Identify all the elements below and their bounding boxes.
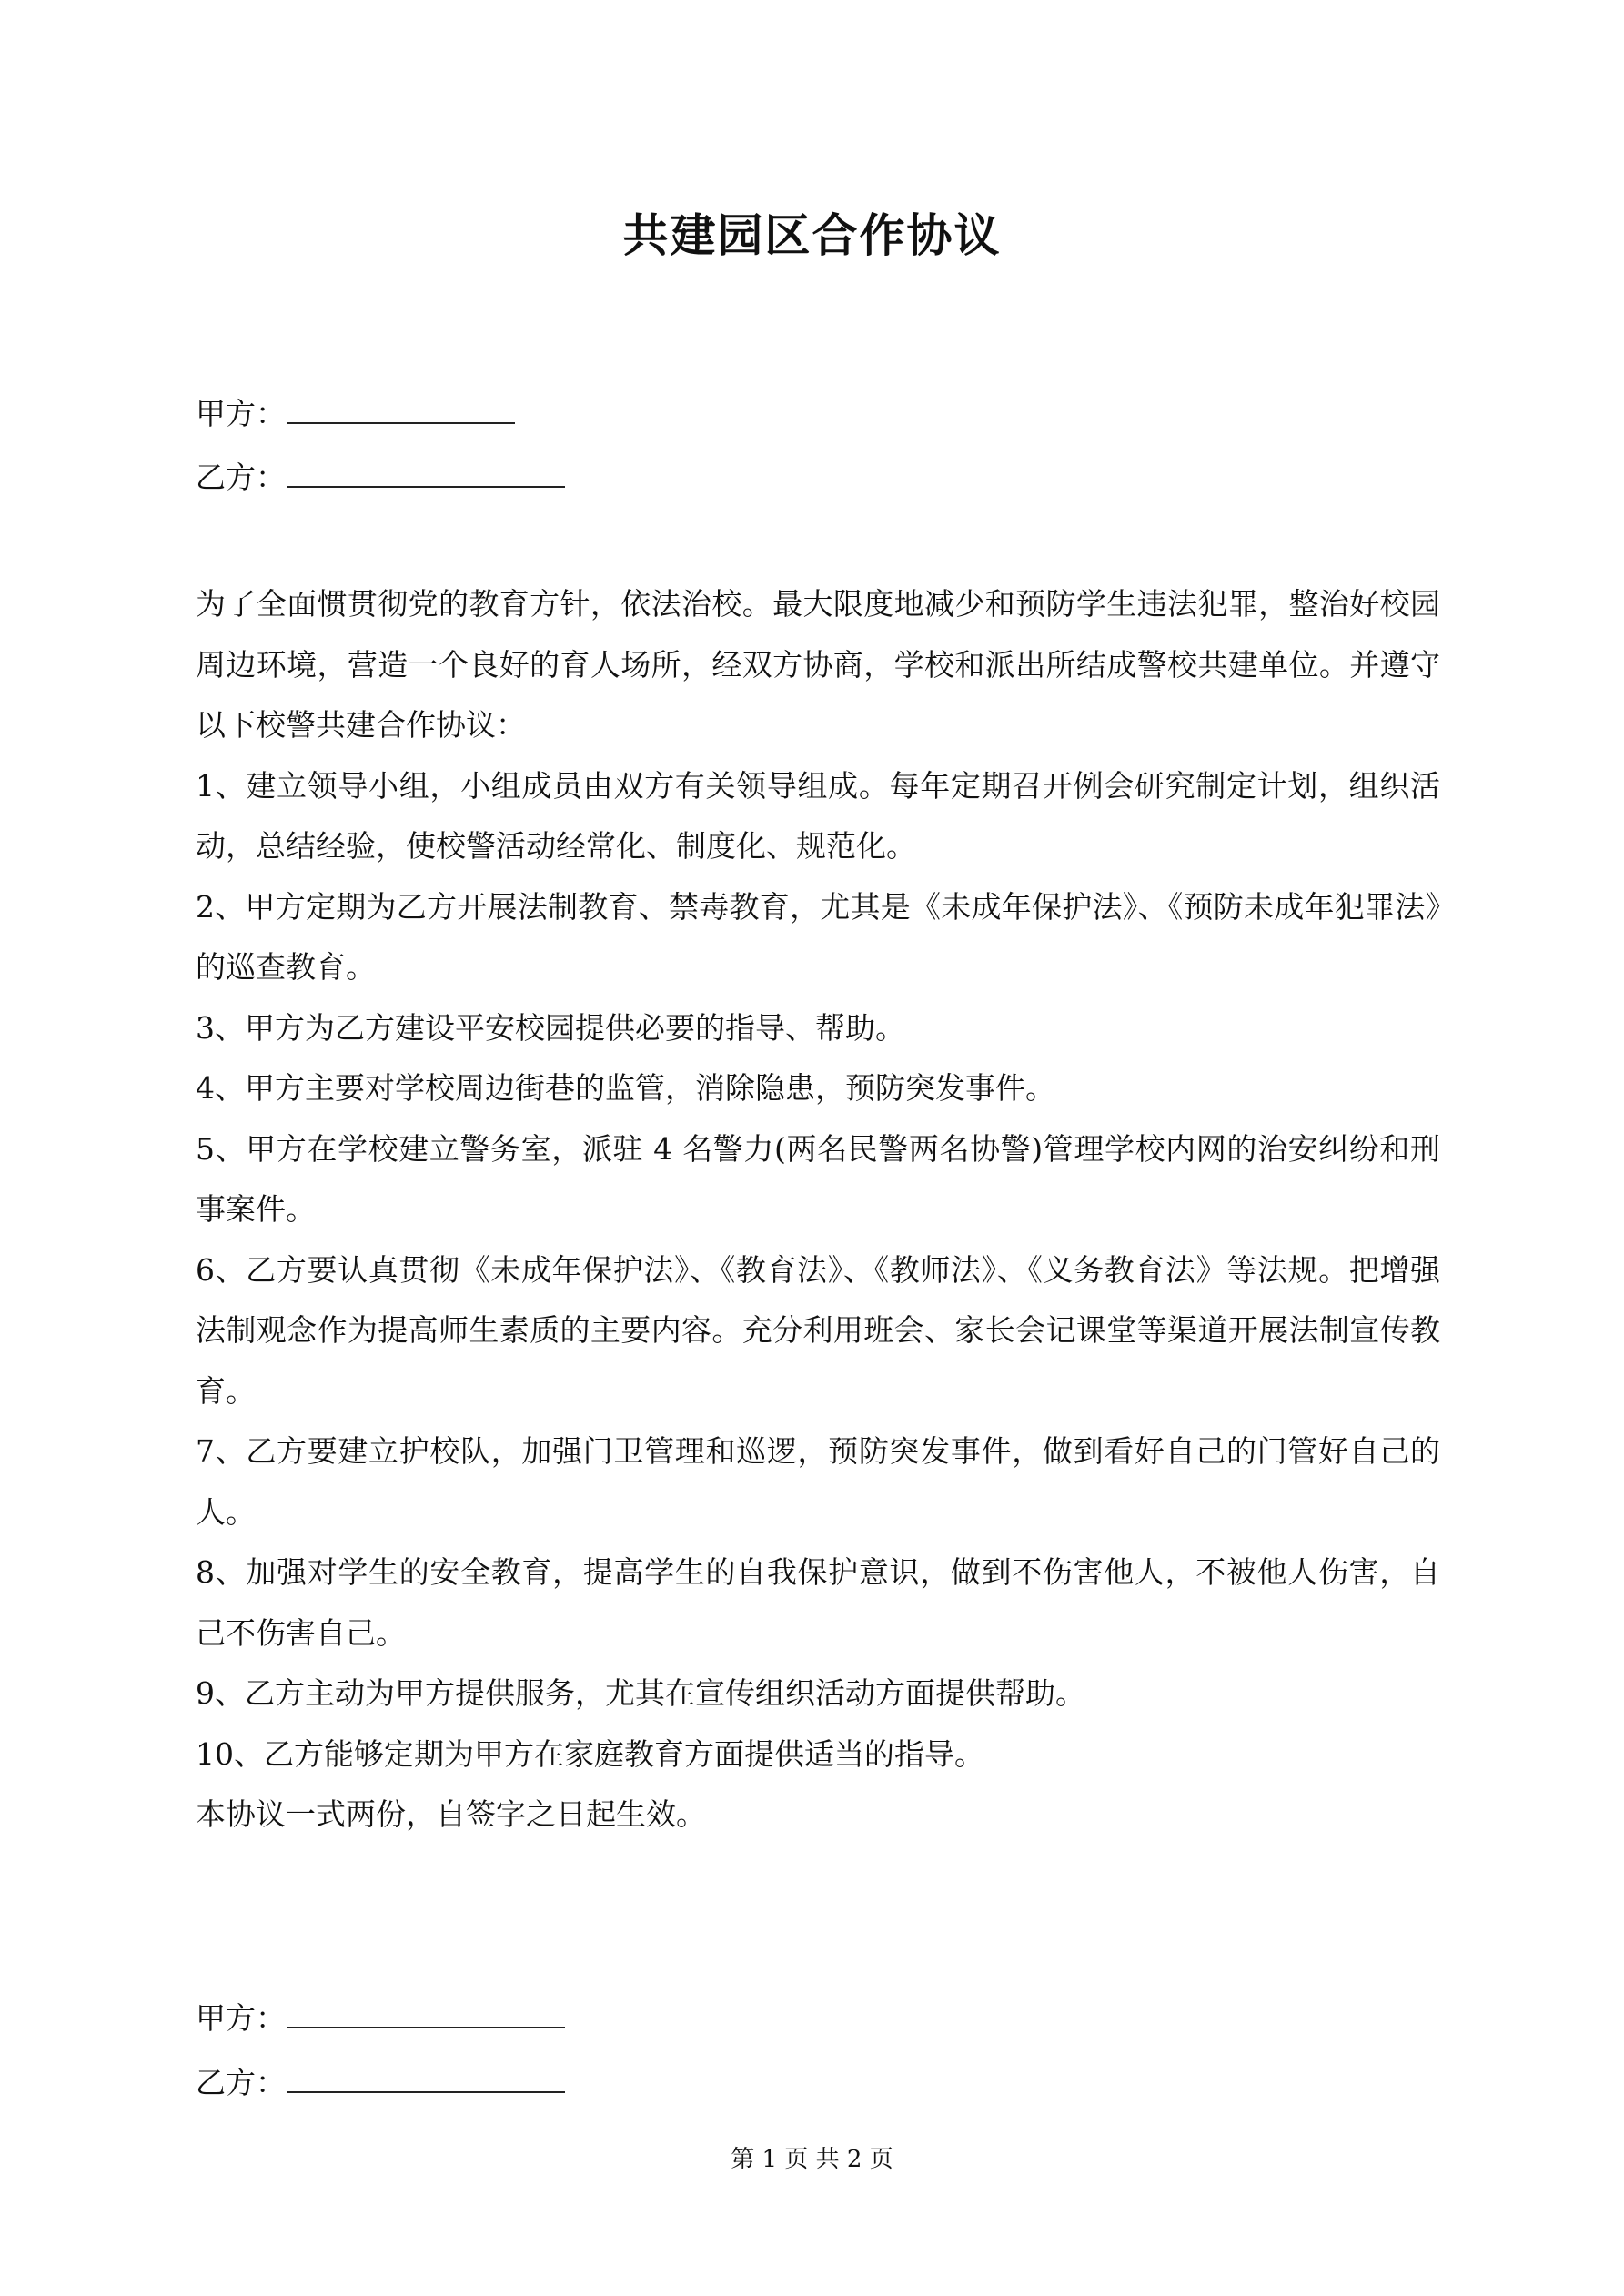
clause-10: 10、乙方能够定期为甲方在家庭教育方面提供适当的指导。 <box>196 1735 984 1772</box>
clause-7: 7、乙方要建立护校队，加强门卫管理和巡逻，预防突发事件，做到看好自己的门管好自己的人。 <box>196 1433 1440 1530</box>
signature-b-label: 乙方： <box>196 2065 286 2100</box>
intro-paragraph: 为了全面惯贯彻党的教育方针，依法治校。最大限度地减少和预防学生违法犯罪，整治好校园周边环境，营造一个良好的育人场所，经双方协商，学校和派出所结成警校共建单位。并遵守以下校警共建合作协议： <box>196 586 1440 743</box>
header-party-a <box>196 391 515 437</box>
signature-party-b <box>196 2060 565 2106</box>
document-title: 共建园区合作协议 <box>622 209 1002 262</box>
agreement-body <box>196 574 1440 1846</box>
clause-1: 1、建立领导小组，小组成员由双方有关领导组成。每年定期召开例会研究制定计划，组织活动，总结经验，使校警活动经常化、制度化、规范化。 <box>196 767 1440 864</box>
signature-party-a <box>196 1996 565 2041</box>
closing-statement: 本协议一式两份，自签字之日起生效。 <box>196 1796 706 1832</box>
clause-2: 2、甲方定期为乙方开展法制教育、禁毒教育，尤其是《未成年保护法》、《预防未成年犯罪法》的巡查教育。 <box>196 888 1440 985</box>
party-a-label: 甲方： <box>196 396 286 431</box>
clause-6: 6、乙方要认真贯彻《未成年保护法》、《教育法》、《教师法》、《义务教育法》等法规。把增强法制观念作为提高师生素质的主要内容。充分利用班会、家长会记课堂等渠道开展法制宣传教育。 <box>196 1251 1440 1409</box>
signature-a-blank-line[interactable] <box>287 1996 565 2028</box>
page-number-footer: 第 1 页 共 2 页 <box>731 2146 893 2173</box>
clause-4: 4、甲方主要对学校周边街巷的监管，消除隐患，预防突发事件。 <box>196 1070 1055 1106</box>
clause-8: 8、加强对学生的安全教育，提高学生的自我保护意识，做到不伤害他人，不被他人伤害，自己不伤害自己。 <box>196 1554 1440 1651</box>
header-party-b <box>196 455 565 501</box>
clause-3: 3、甲方为乙方建设平安校园提供必要的指导、帮助。 <box>196 1009 905 1046</box>
party-b-blank-line[interactable] <box>287 455 565 488</box>
party-a-blank-line[interactable] <box>287 391 515 424</box>
signature-b-blank-line[interactable] <box>287 2060 565 2093</box>
party-b-label: 乙方： <box>196 460 286 495</box>
clause-5: 5、甲方在学校建立警务室，派驻 4 名警力(两名民警两名协警)管理学校内网的治安纠纷和刑事案件。 <box>196 1130 1440 1227</box>
clause-9: 9、乙方主动为甲方提供服务，尤其在宣传组织活动方面提供帮助。 <box>196 1675 1085 1711</box>
signature-a-label: 甲方： <box>196 2000 286 2036</box>
